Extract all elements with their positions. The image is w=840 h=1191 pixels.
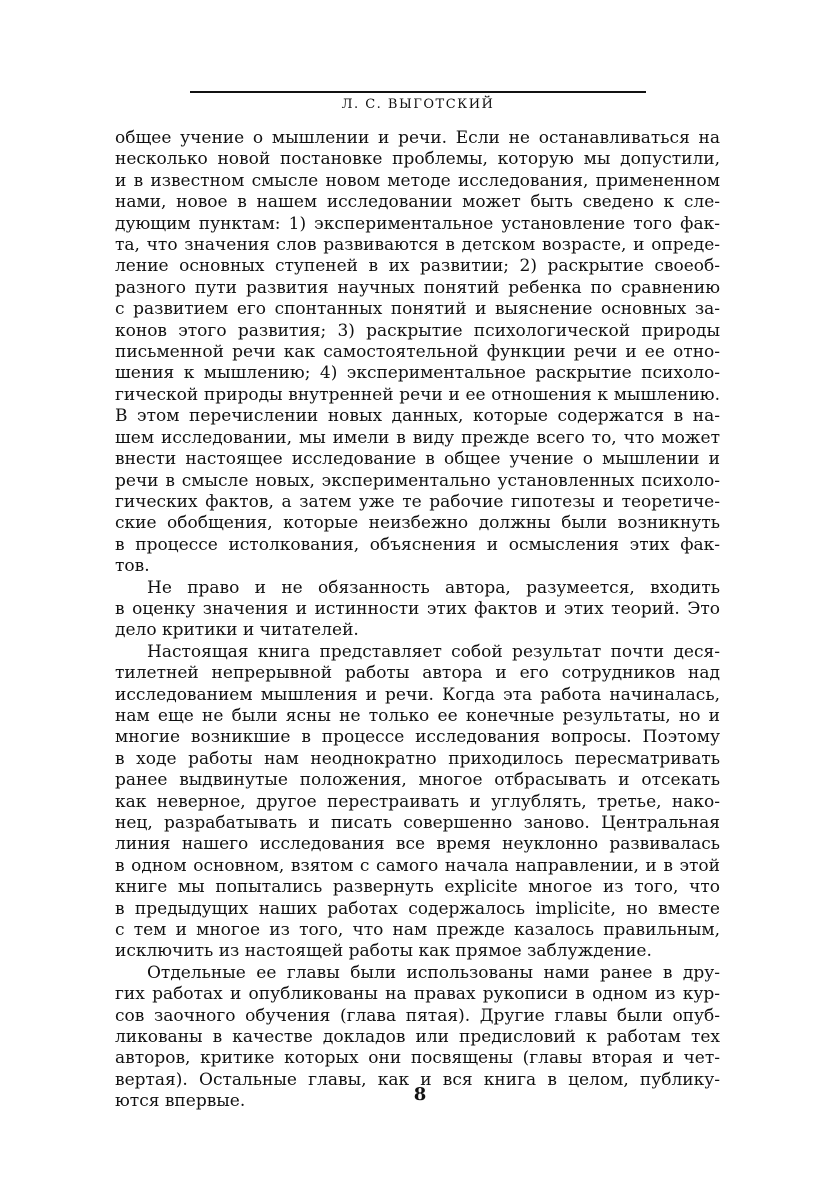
text-line: та, что значения слов развиваются в детском возрасте, и опреде- [115, 235, 720, 256]
text-line: нами, новое в нашем исследовании может быть сведено к сле- [115, 192, 720, 213]
text-line: разного пути развития научных понятий ребенка по сравнению [115, 277, 720, 298]
text-line: книге мы попытались развернуть explicite многое из того, что [115, 877, 720, 898]
text-line: нец, разрабатывать и писать совершенно заново. Центральная [115, 813, 720, 833]
header-rule [190, 91, 646, 93]
text-line: шем исследовании, мы имели в виду прежде всего то, что может [115, 427, 720, 448]
body-text [115, 128, 720, 1113]
text-line: ление основных ступеней в их развитии; 2) раскрытие своеоб- [115, 256, 720, 277]
text-line: ются впервые. [115, 1091, 246, 1112]
text-line: несколько новой постановке проблемы, которую мы допустили, [115, 149, 720, 170]
text-line: в предыдущих наших работах содержалось implicite, но вместе [115, 898, 720, 919]
text-line: вертая). Остальные главы, как и вся книга в целом, публику- [115, 1069, 720, 1090]
text-line: сов заочного обучения (глава пятая). Другие главы были опуб- [115, 1005, 720, 1026]
text-line: в процессе истолкования, объяснения и осмысления этих фак- [115, 534, 720, 555]
text-line: В этом перечислении новых данных, которые содержатся в на- [115, 406, 720, 427]
text-line: речи в смысле новых, экспериментально установленных психоло- [115, 470, 720, 491]
paragraph [115, 578, 720, 642]
text-line: с тем и многое из того, что нам прежде казалось правильным, [115, 920, 720, 941]
text-line: тов. [115, 556, 150, 577]
text-line: тилетней непрерывной работы автора и его сотрудников над [115, 663, 720, 684]
paragraph [115, 642, 720, 963]
text-line: в оценку значения и истинности этих фактов и этих теорий. Это [115, 598, 720, 619]
text-line: гических фактов, а затем уже те рабочие гипотезы и теоретиче- [115, 491, 720, 512]
text-line: ские обобщения, которые неизбежно должны были возникнуть [115, 513, 720, 534]
text-line: шения к мышлению; 4) экспериментальное раскрытие психоло- [115, 363, 720, 384]
text-line: в ходе работы нам неоднократно приходилось пересматривать [115, 748, 720, 769]
text-line: авторов, критике которых они посвящены (главы вторая и чет- [115, 1048, 720, 1069]
text-line: Не право и не обязанность автора, разумеется, входить [147, 577, 720, 598]
running-head: Л. С. ВЫГОТСКИЙ [341, 97, 495, 112]
text-line: в одном основном, взятом с самого начала направлении, и в этой [115, 855, 720, 876]
text-line: гической природы внутренней речи и ее отношения к мышлению. [115, 384, 720, 405]
text-line: гих работах и опубликованы на правах рукописи в одном из кур- [115, 984, 720, 1005]
text-line: как неверное, другое перестраивать и углублять, третье, нако- [115, 791, 720, 812]
page-number: 8 [413, 1084, 427, 1105]
text-line: и в известном смысле новом методе исследования, примененном [115, 170, 720, 191]
paragraph [115, 128, 720, 578]
text-line: конов этого развития; 3) раскрытие психологической природы [115, 320, 720, 341]
text-line: Настоящая книга представляет собой результат почти деся- [147, 641, 720, 662]
text-line: линия нашего исследования все время неуклонно развивалась [115, 834, 720, 855]
text-line: дело критики и читателей. [115, 620, 359, 641]
text-line: исследованием мышления и речи. Когда эта работа начиналась, [115, 684, 720, 705]
text-line: Отдельные ее главы были использованы нами ранее в дру- [147, 962, 720, 983]
text-line: письменной речи как самостоятельной функции речи и ее отно- [115, 342, 720, 363]
text-line: ликованы в качестве докладов или предисловий к работам тех [115, 1027, 720, 1048]
text-line: нам еще не были ясны не только ее конечные результаты, но и [115, 705, 720, 726]
text-line: общее учение о мышлении и речи. Если не останавливаться на [115, 128, 720, 148]
text-line: многие возникшие в процессе исследования вопросы. Поэтому [115, 727, 720, 748]
text-line: внести настоящее исследование в общее учение о мышлении и [115, 449, 720, 470]
text-line: исключить из настоящей работы как прямое заблуждение. [115, 941, 652, 962]
text-line: ранее выдвинутые положения, многое отбрасывать и отсекать [115, 770, 720, 791]
text-line: дующим пунктам: 1) экспериментальное установление того фак- [115, 213, 720, 234]
text-line: с развитием его спонтанных понятий и выяснение основных за- [115, 299, 720, 320]
